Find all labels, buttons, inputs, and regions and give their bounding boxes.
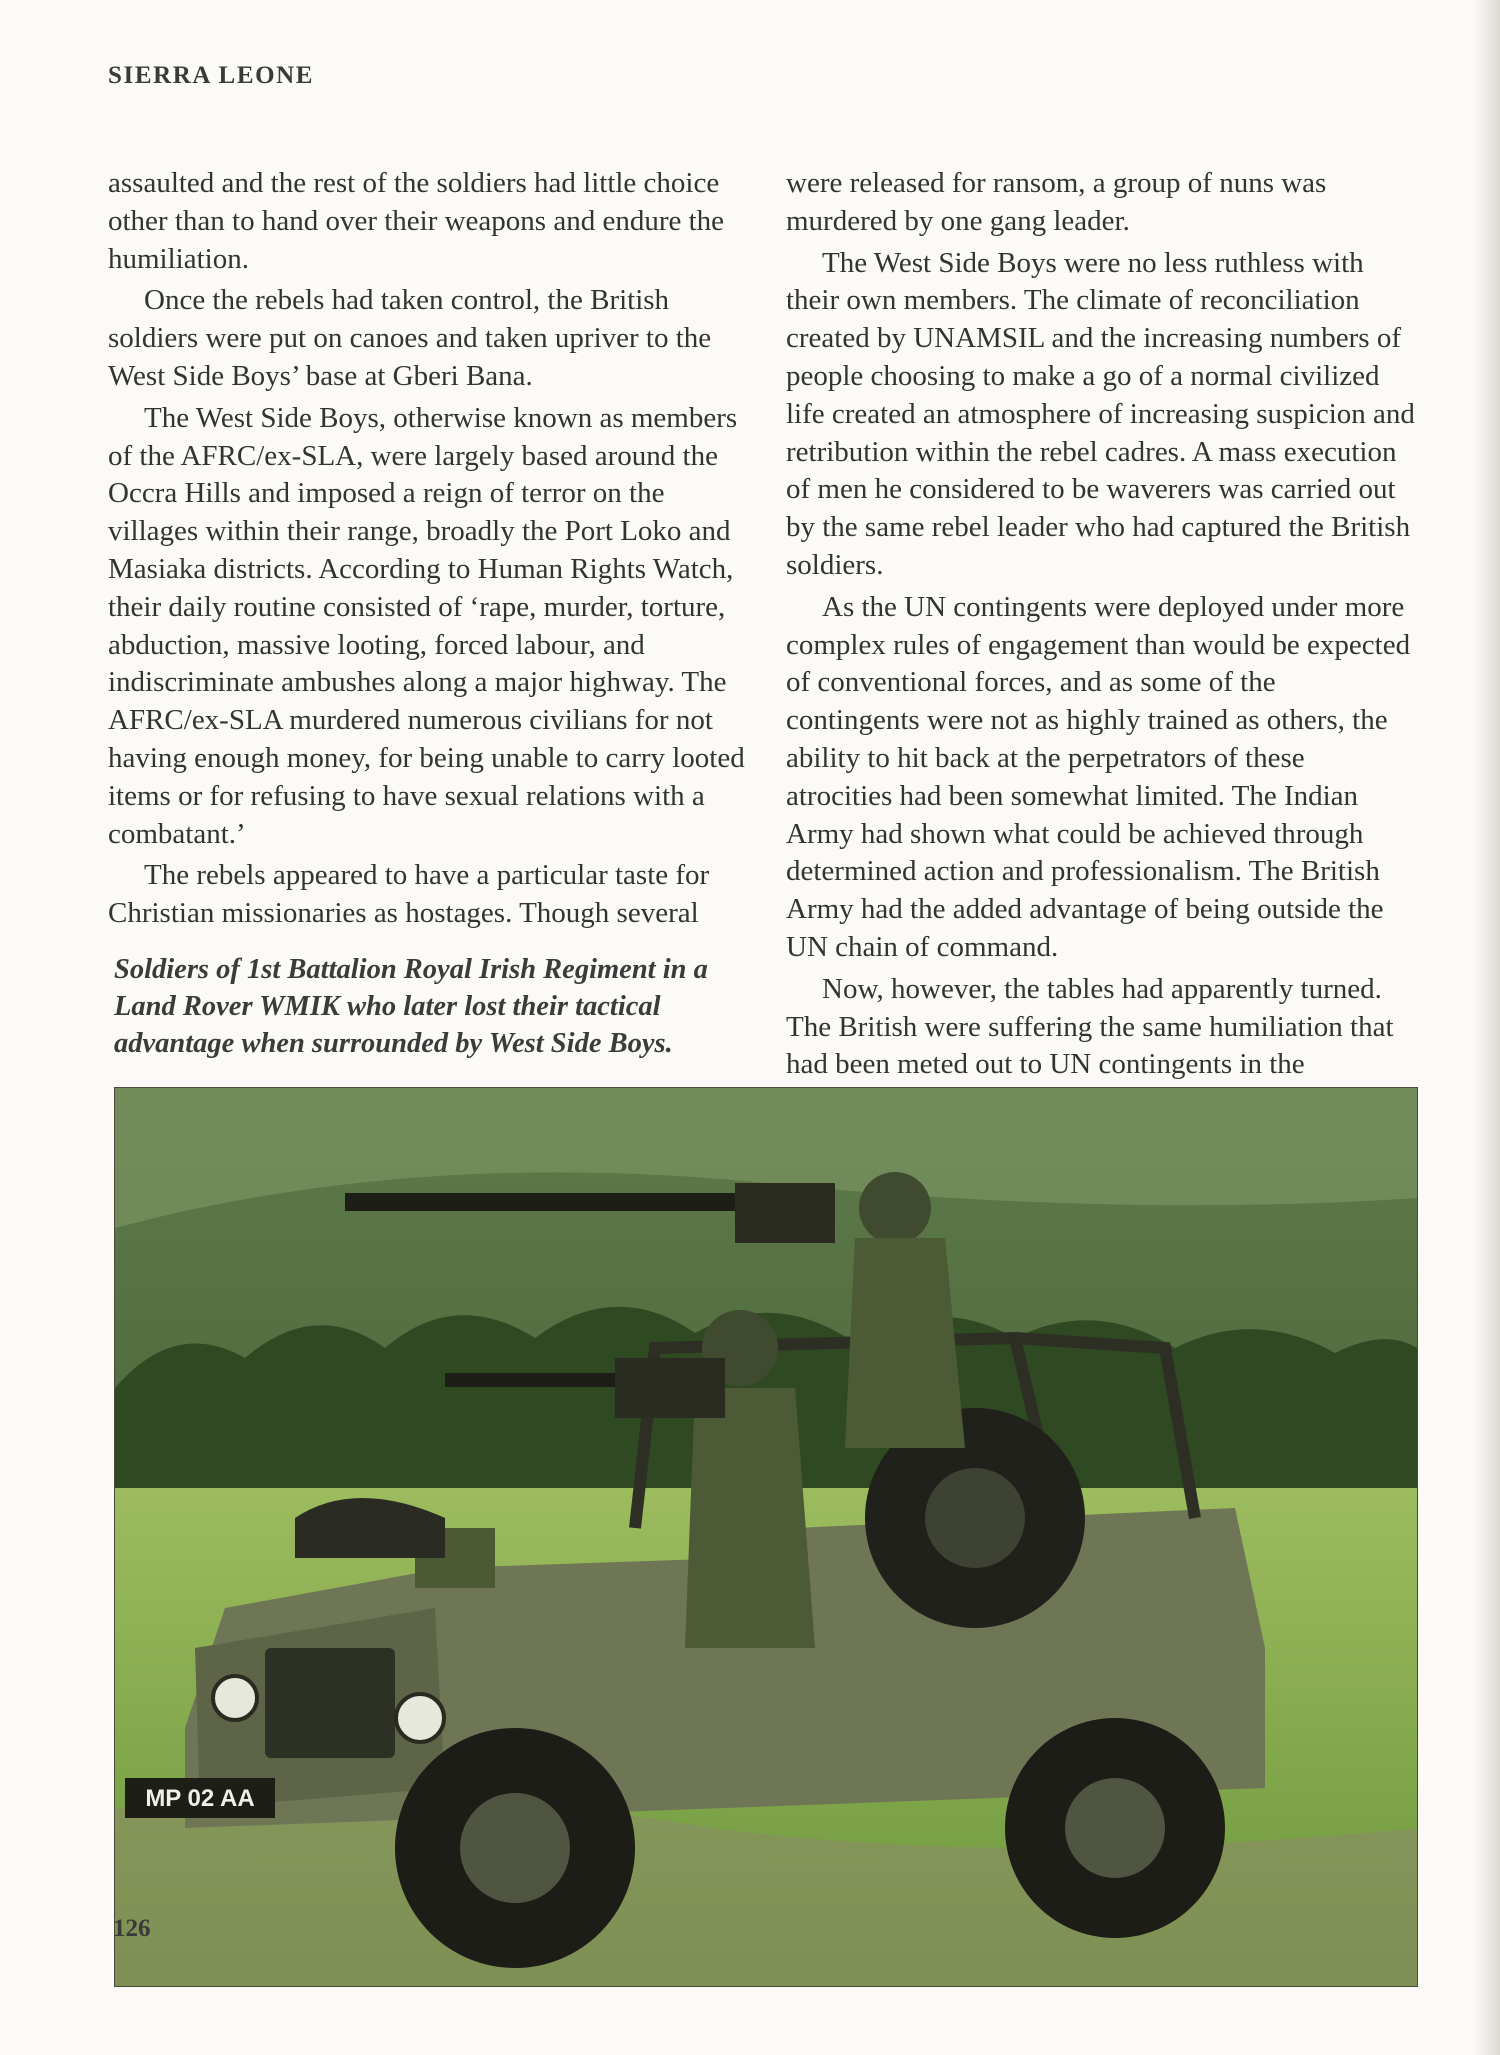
paragraph: were released for ransom, a group of nuns was murdered by one gang leader. (786, 167, 1327, 237)
paragraph: Now, however, the tables had apparently turned. The British were suffering the same humiliation that had been meted out to UN contingents in the (786, 972, 1394, 1081)
page-number: 126 (113, 1915, 151, 1942)
figure-caption: Soldiers of 1st Battalion Royal Irish Regiment in a Land Rover WMIK who later lost their tactical advantage when surrounded by West Side Boys. (114, 954, 708, 1059)
paragraph: The rebels appeared to have a particular taste for Christian missionaries as hostages. Though several (108, 859, 710, 930)
paragraph: The West Side Boys, otherwise known as members of the AFRC/ex-SLA, were largely based around the Occra Hills and imposed a reign of terror on the villages within their range, broadly the Port Loko and Masiaka districts. According to Human Rights Watch, their daily routine consisted of ‘rape, murder, torture, abduction, massive looting, forced labour, and indiscriminate ambushes along a major highway. The AFRC/ex-SLA murdered numerous civilians for not having enough money, for being unable to carry looted items or for refusing to have sexual relations with a combatant.’ (108, 401, 745, 850)
land-rover-photo (114, 1087, 1418, 1987)
paragraph: assaulted and the rest of the soldiers had little choice other than to hand over their weapons and endure the humiliation. (108, 167, 725, 275)
left-column (108, 165, 748, 937)
paragraph: Once the rebels had taken control, the British soldiers were put on canoes and taken upriver to the West Side Boys’ base at Gberi Bana. (108, 284, 712, 392)
page-edge-shadow (1474, 0, 1500, 2055)
number-plate: MP 02 AA (145, 1785, 255, 1812)
paragraph: The West Side Boys were no less ruthless with their own members. The climate of reconciliation created by UNAMSIL and the increasing numbers of people choosing to make a go of a normal civilized life created an atmosphere of increasing suspicion and retribution within the rebel cadres. A mass execution of men he considered to be waverers was carried out by the same rebel leader who had captured the British soldiers. (786, 246, 1415, 581)
right-column (786, 165, 1416, 1088)
running-head: SIERRA LEONE (108, 62, 315, 89)
paragraph: As the UN contingents were deployed under more complex rules of engagement than would be expected of conventional forces, and as some of the contingents were not as highly trained as others, the ability to hit back at the perpetrators of these atrocities had been somewhat limited. The Indian Army had shown what could be achieved through determined action and professionalism. The British Army had the added advantage of being outside the UN chain of command. (786, 590, 1411, 963)
